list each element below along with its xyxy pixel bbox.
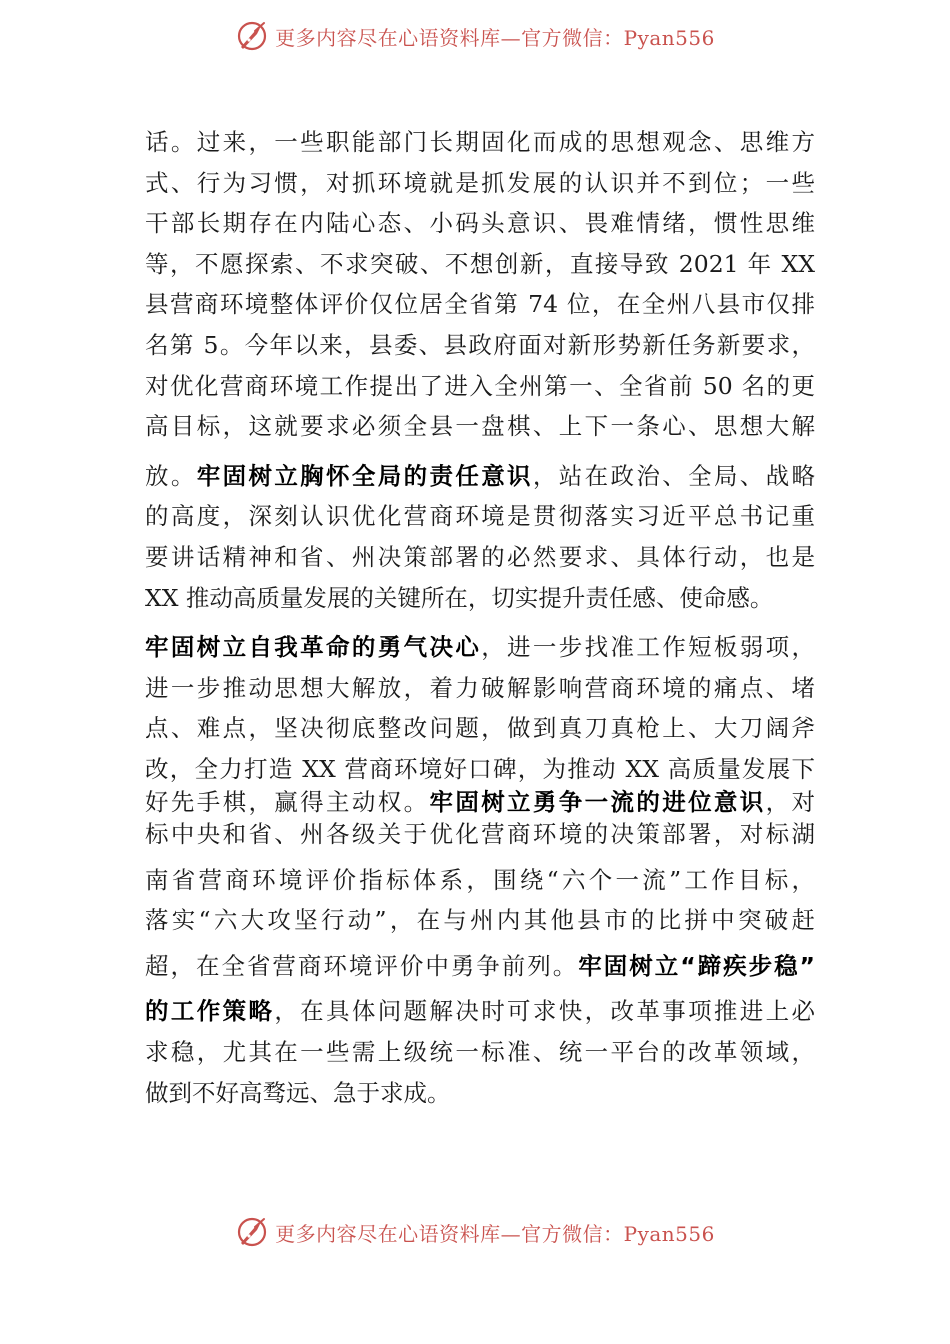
header-banner [0,16,950,56]
text-line: 求稳，尤其在一些需上级统一标准、统一平台的改革领域， [145,1038,815,1067]
header-banner-text: 更多内容尽在心语资料库—官方微信：Pyan556 [275,25,715,50]
bold-heading: 牢固树立勇争一流的进位意识 [429,787,766,816]
footer-banner-text: 更多内容尽在心语资料库—官方微信：Pyan556 [275,1221,715,1246]
text-line: 改，全力打造 XX 营商环境好口碑，为推动 XX 高质量发展下 [145,754,815,783]
text-line: 高目标，这就要求必须全县一盘棋、上下一条心、思想大解 [145,412,815,441]
pen-nib-logo-icon [235,19,269,53]
text-line: 的工作策略，在具体问题解决时可求快，改革事项推进上必 [145,997,815,1026]
text-line: 好先手棋，赢得主动权。牢固树立勇争一流的进位意识，对 [145,787,815,816]
text-line: 标中央和省、州各级关于优化营商环境的决策部署，对标湖 [145,820,815,849]
bold-heading: 牢固树立胸怀全局的责任意识 [196,461,533,490]
bold-heading: 的工作策略 [145,997,275,1026]
text-line: 牢固树立自我革命的勇气决心，进一步找准工作短板弱项， [145,633,815,662]
pen-nib-logo-icon [235,1215,269,1249]
text-line: 的高度，深刻认识优化营商环境是贯彻落实习近平总书记重 [145,502,815,531]
bold-heading: 牢固树立“蹄疾步稳” [578,951,815,980]
text-line: 进一步推动思想大解放，着力破解影响营商环境的痛点、堵 [145,673,815,702]
footer-banner [0,1212,950,1252]
text-line: 话。过来，一些职能部门长期固化而成的思想观念、思维方 [145,128,815,156]
text-line: 做到不好高骛远、急于求成。 [145,1078,451,1107]
document-body [145,122,815,1113]
text-line: 南省营商环境评价指标体系，围绕“六个一流”工作目标， [145,865,815,894]
text-line: 名第 5。今年以来，县委、县政府面对新形势新任务新要求， [145,330,815,359]
text-line: 式、行为习惯，对抓环境就是抓发展的认识并不到位；一些 [145,168,815,197]
text-line: 超，在全省营商环境评价中勇争前列。牢固树立“蹄疾步稳” [145,951,815,980]
text-line: 要讲话精神和省、州决策部署的必然要求、具体行动，也是 [145,542,815,571]
text-line: 对优化营商环境工作提出了进入全州第一、全省前 50 名的更 [145,371,815,400]
text-line: 落实“六大攻坚行动”，在与州内其他县市的比拼中突破赶 [145,906,815,935]
text-line: 等，不愿探索、不求突破、不想创新，直接导致 2021 年 XX [145,249,815,278]
text-line: 放。牢固树立胸怀全局的责任意识，站在政治、全局、战略 [145,461,815,490]
bold-heading: 牢固树立自我革命的勇气决心 [145,633,482,662]
text-line: 点、难点，坚决彻底整改问题，做到真刀真枪上、大刀阔斧 [145,714,815,743]
text-line: 干部长期存在内陆心态、小码头意识、畏难情绪，惯性思维 [145,209,815,238]
text-line: XX 推动高质量发展的关键所在，切实提升责任感、使命感。 [145,583,774,612]
text-line: 县营商环境整体评价仅位居全省第 74 位，在全州八县市仅排 [145,290,815,319]
